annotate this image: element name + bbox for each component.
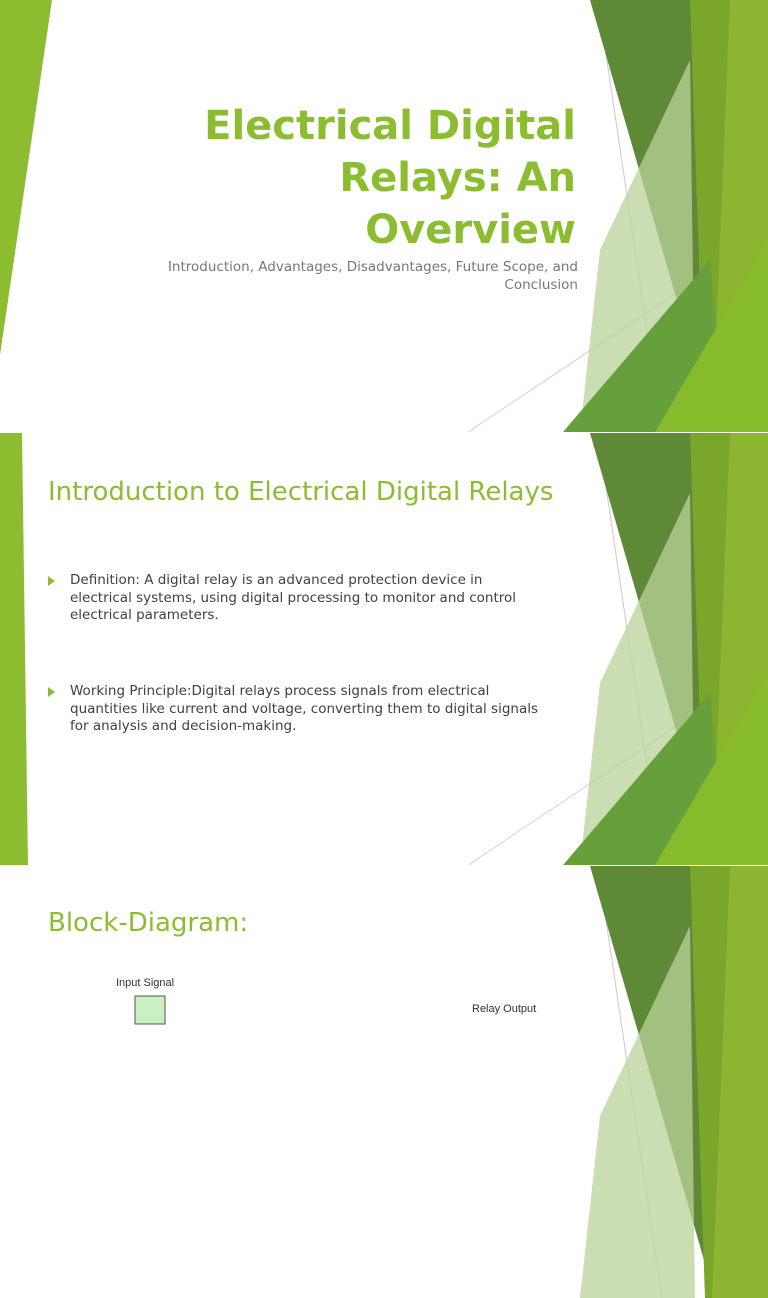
bullet-definition (48, 572, 548, 625)
slide-heading: Block-Diagram: (48, 908, 249, 938)
bullet-text: Definition: A digital relay is an advanced protection device in electrical systems, using digital processing to monitor and control electrical parameters. (70, 572, 517, 623)
left-strip-accent (0, 433, 28, 865)
presentation-subtitle: Introduction, Advantages, Disadvantages, Future Scope, and Conclusion (167, 259, 578, 293)
bullet-working-principle (48, 683, 548, 736)
slide-title (0, 0, 768, 432)
left-triangle-accent (0, 0, 52, 355)
presentation-title: Electrical Digital Relays: An Overview (204, 103, 576, 253)
bullet-arrow-icon (48, 687, 55, 697)
bullet-arrow-icon (48, 576, 55, 586)
slide-introduction (0, 433, 768, 865)
slide-block-diagram (0, 866, 768, 1298)
slide-heading: Introduction to Electrical Digital Relays (48, 477, 554, 507)
bullet-text: Working Principle:Digital relays process signals from electrical quantities like current and voltage, converting them to digital signals for analysis and decision-making. (70, 683, 539, 734)
input-signal-label: Input Signal (116, 977, 175, 989)
input-arrow-icon (135, 996, 165, 1024)
relay-output-label: Relay Output (472, 1003, 537, 1015)
